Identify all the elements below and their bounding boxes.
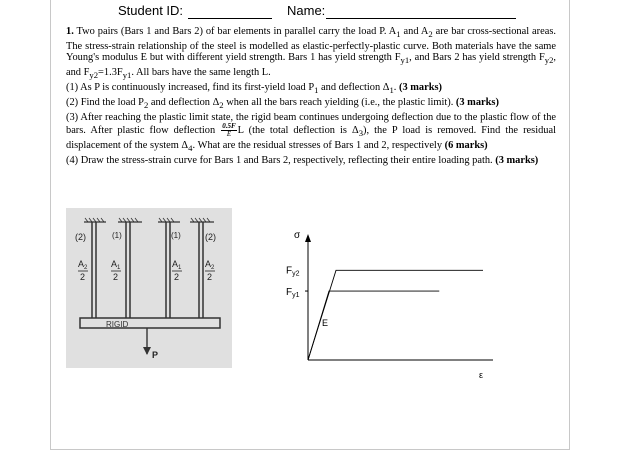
x-axis-label: ε xyxy=(479,370,484,380)
bar-label: (1) xyxy=(171,231,181,240)
question-1: (1) As P is continuously increased, find its first-yield load $P_1$ and deflection $\Delta_1$. (3 marks) xyxy=(66,82,443,96)
student-id-label: Student ID: xyxy=(118,3,184,18)
svg-text:A2: $A_2$ xyxy=(78,259,88,271)
svg-text:2: 2 xyxy=(113,272,119,282)
y-tick-label-fy1: $F_{y1}$ xyxy=(286,287,300,300)
curve-bars-2 xyxy=(308,270,483,360)
svg-text:A1: $A_1$ xyxy=(172,259,182,271)
question-3: (3) After reaching the plastic limit state, the rigid beam continues undergoing deflection due to the plastic flow of the bars. After plastic flow deflection $\frac{0.5F}{E}$ L (the total deflection is $\Delta_3$), the P load is removed. Find the residual displacement of the system $\Delta_4$. What are the residual stresses of Bars 1 and 2, respectively (6 marks) xyxy=(66,111,556,154)
question-4: (4) Draw the stress-strain curve for Bars 1 and Bars 2, respectively, reflecting their entire loading path. (3 marks) xyxy=(66,154,539,166)
load-label: P xyxy=(152,350,159,360)
slope-label: E xyxy=(322,318,329,328)
stress-strain-chart xyxy=(268,218,508,388)
svg-text:2: 2 xyxy=(174,272,180,282)
question-2: (2) Find the load $P_2$ and deflection $\Delta_2$ when all the bars reach yielding (i.e., the plastic limit). (3 marks) xyxy=(66,96,499,110)
rigid-label: RIGID xyxy=(106,320,129,329)
y-axis-label: σ xyxy=(294,230,301,241)
name-field[interactable] xyxy=(326,18,516,19)
svg-text:2: 2 xyxy=(207,272,213,282)
y-tick-label-fy2: $F_{y2}$ xyxy=(286,265,300,278)
y-axis-arrow xyxy=(305,234,311,242)
bar-label: (2) xyxy=(75,232,86,242)
bar-system-figure xyxy=(66,208,232,368)
problem-intro: 1. Two pairs (Bars 1 and Bars 2) of bar elements in parallel carry the load P. $A_1$ and $A_2$ are bar cross-sectional areas. The stress-strain relationship of the steel is modelled as elastic-perfectly-plastic curve. Both materials have the same Young's modulus E but with different yield strength. Bars 1 has yield strength $F_{y1}$, and Bars 2 has yield strength $F_{y2}$, and $F_{y2}=1.3F_{y1}$. All bars have the same length L. xyxy=(66,26,557,81)
svg-text:A2: $A_2$ xyxy=(205,259,215,271)
name-label: Name: xyxy=(287,3,326,18)
bar-label: (2) xyxy=(205,232,216,242)
bar-label: (1) xyxy=(112,231,122,240)
problem-text xyxy=(66,26,556,166)
svg-text:2: 2 xyxy=(80,272,86,282)
student-id-field[interactable] xyxy=(188,18,272,19)
svg-text:A1: $A_1$ xyxy=(111,259,121,271)
deflection-fraction: $\frac{0.5F}{E}$ xyxy=(222,122,236,139)
header xyxy=(0,3,618,21)
